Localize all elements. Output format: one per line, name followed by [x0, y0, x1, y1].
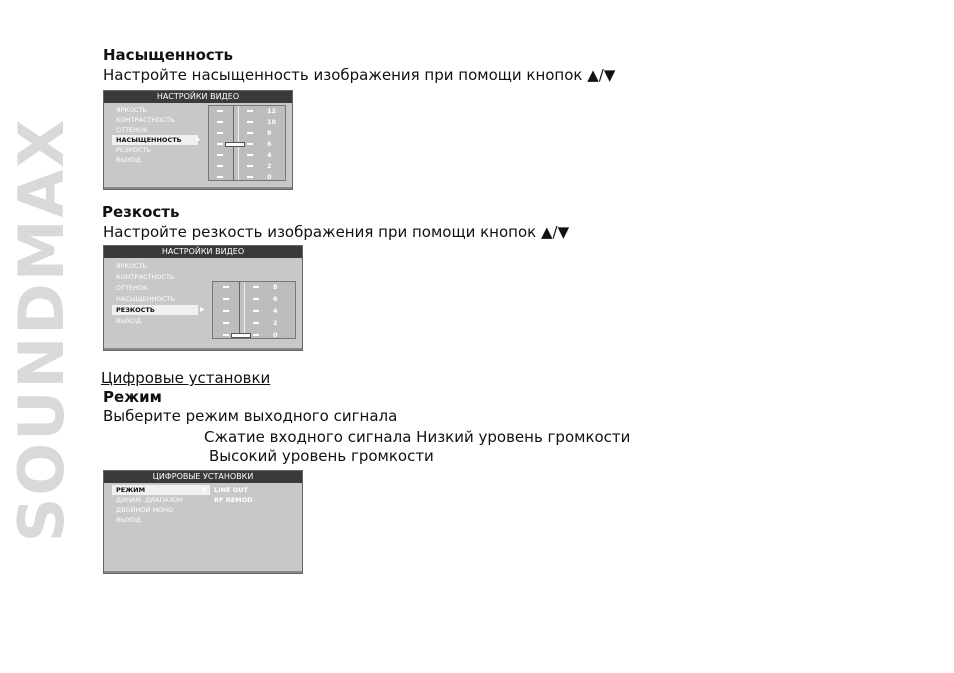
scale-label: 4: [273, 307, 278, 315]
scale-tick: [253, 310, 259, 312]
osd-header: ЦИФРОВЫЕ УСТАНОВКИ: [104, 471, 302, 483]
mode-description-line1: Сжатие входного сигнала Низкий уровень громкости: [204, 428, 631, 446]
menu-item-hue[interactable]: ОТТЕНОК: [116, 284, 148, 292]
scale-tick: [247, 176, 253, 178]
scale-tick: [217, 121, 223, 123]
section-title-mode: Режим: [103, 388, 162, 406]
mode-description-line2: Высокий уровень громкости: [209, 447, 434, 465]
brand-watermark: SOUNDMAX: [5, 117, 78, 543]
section-desc-saturation: Настройте насыщенность изображения при помощи кнопок ▲/▼: [103, 66, 616, 84]
menu-item-dynamic-range[interactable]: ДИНАМ. ДИАПАЗОН: [116, 496, 183, 504]
menu-item-exit[interactable]: ВЫХОД.: [116, 317, 143, 325]
menu-item-contrast[interactable]: КОНТРАСТНОСТЬ: [116, 116, 175, 124]
scale-tick: [247, 132, 253, 134]
scale-label: 0: [273, 331, 278, 339]
menu-item-contrast[interactable]: КОНТРАСТНОСТЬ: [116, 273, 175, 281]
menu-item-mode[interactable]: РЕЖИМ: [112, 485, 210, 495]
menu-item-brightness[interactable]: ЯРКОСТЬ: [116, 262, 148, 270]
section-heading-digital: Цифровые установки: [101, 369, 271, 387]
menu-item-dual-mono[interactable]: ДВОЙНОЙ МОНО: [116, 506, 174, 514]
osd-header: НАСТРОЙКИ ВИДЕО: [104, 91, 292, 103]
osd-header: НАСТРОЙКИ ВИДЕО: [104, 246, 302, 258]
scale-tick: [247, 165, 253, 167]
scale-tick: [223, 310, 229, 312]
scale-tick: [247, 110, 253, 112]
menu-item-sharpness[interactable]: РЕЗКОСТЬ: [112, 305, 198, 315]
scale-tick: [223, 334, 229, 336]
menu-item-saturation[interactable]: НАСЫЩЕННОСТЬ: [112, 135, 198, 145]
slider-knob[interactable]: [231, 333, 251, 338]
scale-tick: [223, 298, 229, 300]
menu-item-saturation[interactable]: НАСЫЩЕННОСТЬ: [116, 295, 175, 303]
scale-label: 2: [273, 319, 278, 327]
scale-tick: [223, 286, 229, 288]
section-desc-sharpness: Настройте резкость изображения при помощи кнопок ▲/▼: [103, 223, 570, 241]
arrow-right-icon: ▶: [200, 306, 205, 313]
scale-tick: [253, 286, 259, 288]
arrow-right-icon: ▶: [196, 136, 201, 143]
scale-label: 10: [267, 118, 277, 126]
section-title-sharpness: Резкость: [102, 203, 180, 221]
scale-tick: [217, 154, 223, 156]
osd-menu-digital: [103, 470, 303, 574]
scale-label: 8: [267, 129, 272, 137]
scale-tick: [253, 322, 259, 324]
arrow-right-icon: ▶: [202, 486, 207, 493]
menu-item-exit[interactable]: ВЫХОД.: [116, 516, 143, 524]
section-title-saturation: Насыщенность: [103, 46, 233, 64]
osd-menu-saturation: [103, 90, 293, 190]
scale-label: 2: [267, 162, 272, 170]
scale-label: 8: [273, 283, 278, 291]
slider-track[interactable]: [239, 282, 245, 338]
scale-label: 6: [267, 140, 272, 148]
menu-item-exit[interactable]: ВЫХОД.: [116, 156, 143, 164]
scale-tick: [217, 176, 223, 178]
sharpness-slider[interactable]: [212, 281, 296, 339]
scale-label: 0: [267, 173, 272, 181]
scale-tick: [253, 334, 259, 336]
scale-tick: [223, 322, 229, 324]
saturation-slider[interactable]: [208, 105, 286, 181]
option-line-out[interactable]: LINE OUT: [214, 486, 248, 494]
scale-label: 6: [273, 295, 278, 303]
menu-item-brightness[interactable]: ЯРКОСТЬ: [116, 106, 148, 114]
scale-tick: [217, 143, 223, 145]
menu-item-sharpness[interactable]: РЕЗКОСТЬ: [116, 146, 151, 154]
scale-label: 4: [267, 151, 272, 159]
scale-tick: [217, 132, 223, 134]
osd-menu-sharpness: [103, 245, 303, 351]
menu-item-hue[interactable]: ОТТЕНОК: [116, 126, 148, 134]
scale-tick: [217, 165, 223, 167]
scale-tick: [253, 298, 259, 300]
scale-tick: [247, 154, 253, 156]
scale-tick: [217, 110, 223, 112]
scale-label: 12: [267, 107, 277, 115]
scale-tick: [247, 121, 253, 123]
option-rf-remod[interactable]: RF REMOD: [214, 496, 253, 504]
section-desc-mode: Выберите режим выходного сигнала: [103, 407, 398, 425]
slider-knob[interactable]: [225, 142, 245, 147]
scale-tick: [247, 143, 253, 145]
